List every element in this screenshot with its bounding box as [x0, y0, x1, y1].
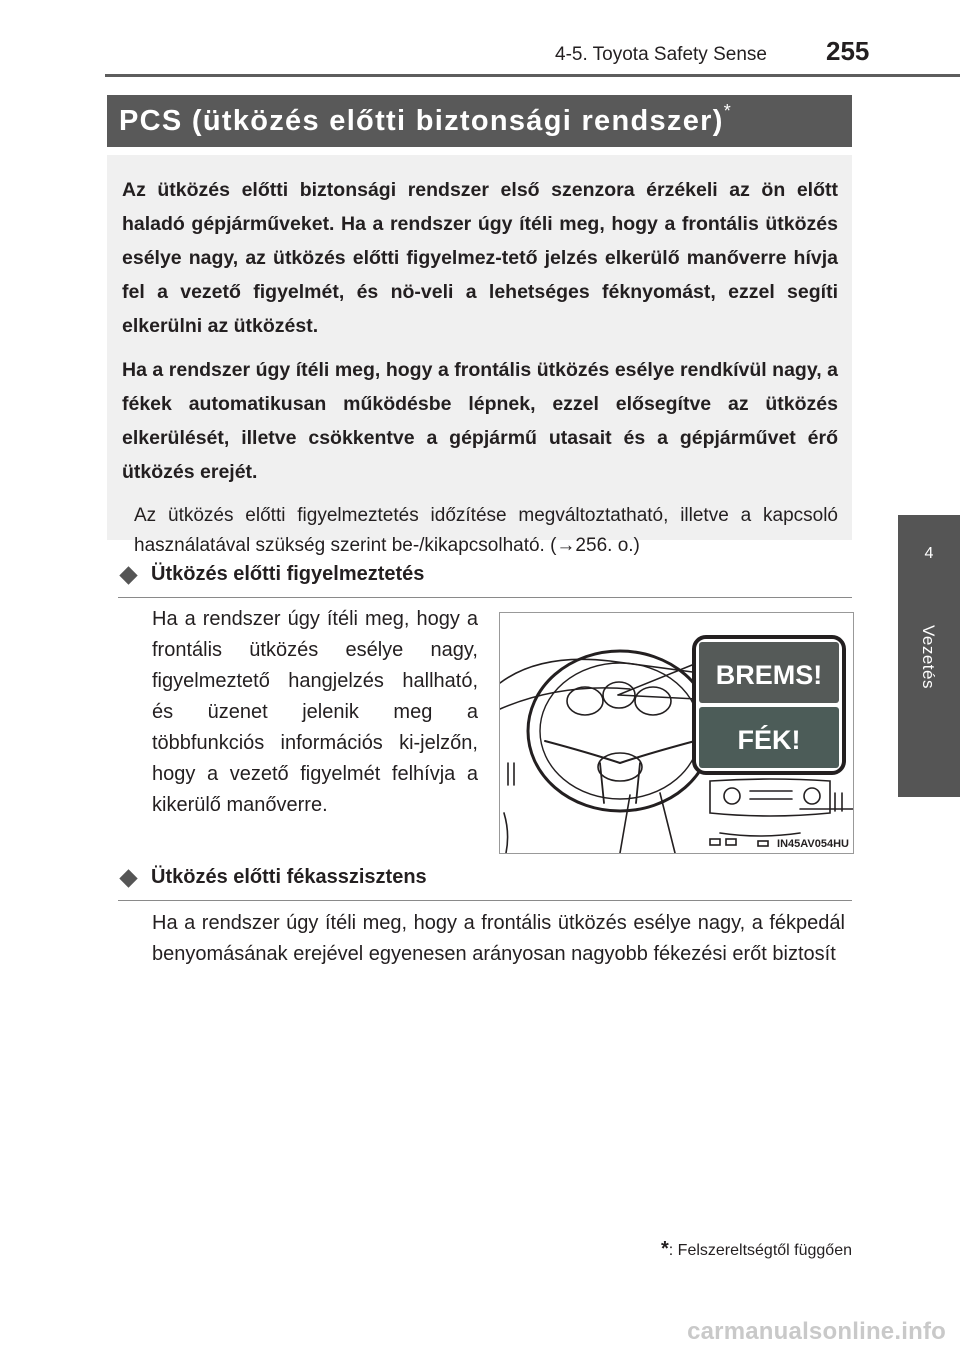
illustration-code: IN45AV054HU: [777, 838, 849, 850]
section-heading-warning: [118, 563, 852, 598]
chapter-name: Vezetés: [919, 625, 938, 689]
page-title: [107, 95, 852, 147]
diamond-bullet-icon: [119, 566, 137, 584]
display-line-1: BREMS!: [715, 660, 823, 690]
chapter-tab: [898, 515, 960, 797]
section-heading-label: Ütközés előtti fékasszisztens: [151, 866, 427, 888]
diamond-bullet-icon: [119, 869, 137, 887]
intro-box: [107, 155, 852, 556]
intro-paragraph-1: Az ütközés előtti biztonsági rendszer első szenzora érzékeli az ön előtt haladó gépjárműveket. Ha a rendszer úgy ítéli meg, hogy a frontális ütközés esélye nagy, az ütközés előtti figyelmez-tető jelzés elkerülő manőverre hívja fel a vezető figyelmét, és nö-veli a lehetséges féknyomást, ezzel segíti elkerülni az ütközést.: [122, 179, 838, 337]
section-heading-brake-assist: [118, 866, 852, 901]
header-rule: [105, 74, 960, 77]
footnote-asterisk: *: [660, 1238, 669, 1260]
display-line-2: FÉK!: [737, 725, 801, 755]
intro-note: Az ütközés előtti figyelmeztetés időzítése megváltoztatható, illetve a kapcsoló használatával szükség szerint be-/kikapcsolható. (→256. o.): [134, 505, 838, 556]
footnote: [661, 1238, 852, 1261]
dashboard-illustration: [499, 612, 854, 854]
page-title-text: PCS (ütközés előtti biztonsági rendszer): [119, 105, 724, 137]
footnote-text: : Felszereltségtől függően: [668, 1242, 852, 1259]
watermark: carmanualsonline.info: [687, 1318, 946, 1345]
title-asterisk: *: [723, 101, 732, 121]
section-heading-label: Ütközés előtti figyelmeztetés: [151, 563, 425, 585]
section-warning-text: Ha a rendszer úgy ítéli meg, hogy a frontális ütközés esélye nagy, figyelmeztető hangjelzés hallható, és üzenet jelenik meg a többfunkciós információs ki-jelzőn, hogy a vezető figyelmét felhívja a kikerülő manőverre.: [152, 608, 478, 816]
dashboard-drawing: [500, 613, 853, 853]
chapter-number: 4: [924, 545, 934, 562]
page-number: 255: [826, 36, 870, 66]
running-header-section: 4-5. Toyota Safety Sense: [555, 44, 767, 65]
intro-paragraph-2: Ha a rendszer úgy ítéli meg, hogy a frontális ütközés esélye rendkívül nagy, a fékek automatikusan működésbe lépnek, ezzel elősegítve az ütközés elkerülését, illetve csökkentve a gépjármű utasait és a gépjárművet érő ütközés erejét.: [122, 359, 838, 483]
section-brake-assist-text: Ha a rendszer úgy ítéli meg, hogy a frontális ütközés esélye nagy, a fékpedál benyomásának erejével egyenesen arányosan nagyobb fékezési erőt biztosít: [152, 912, 845, 965]
